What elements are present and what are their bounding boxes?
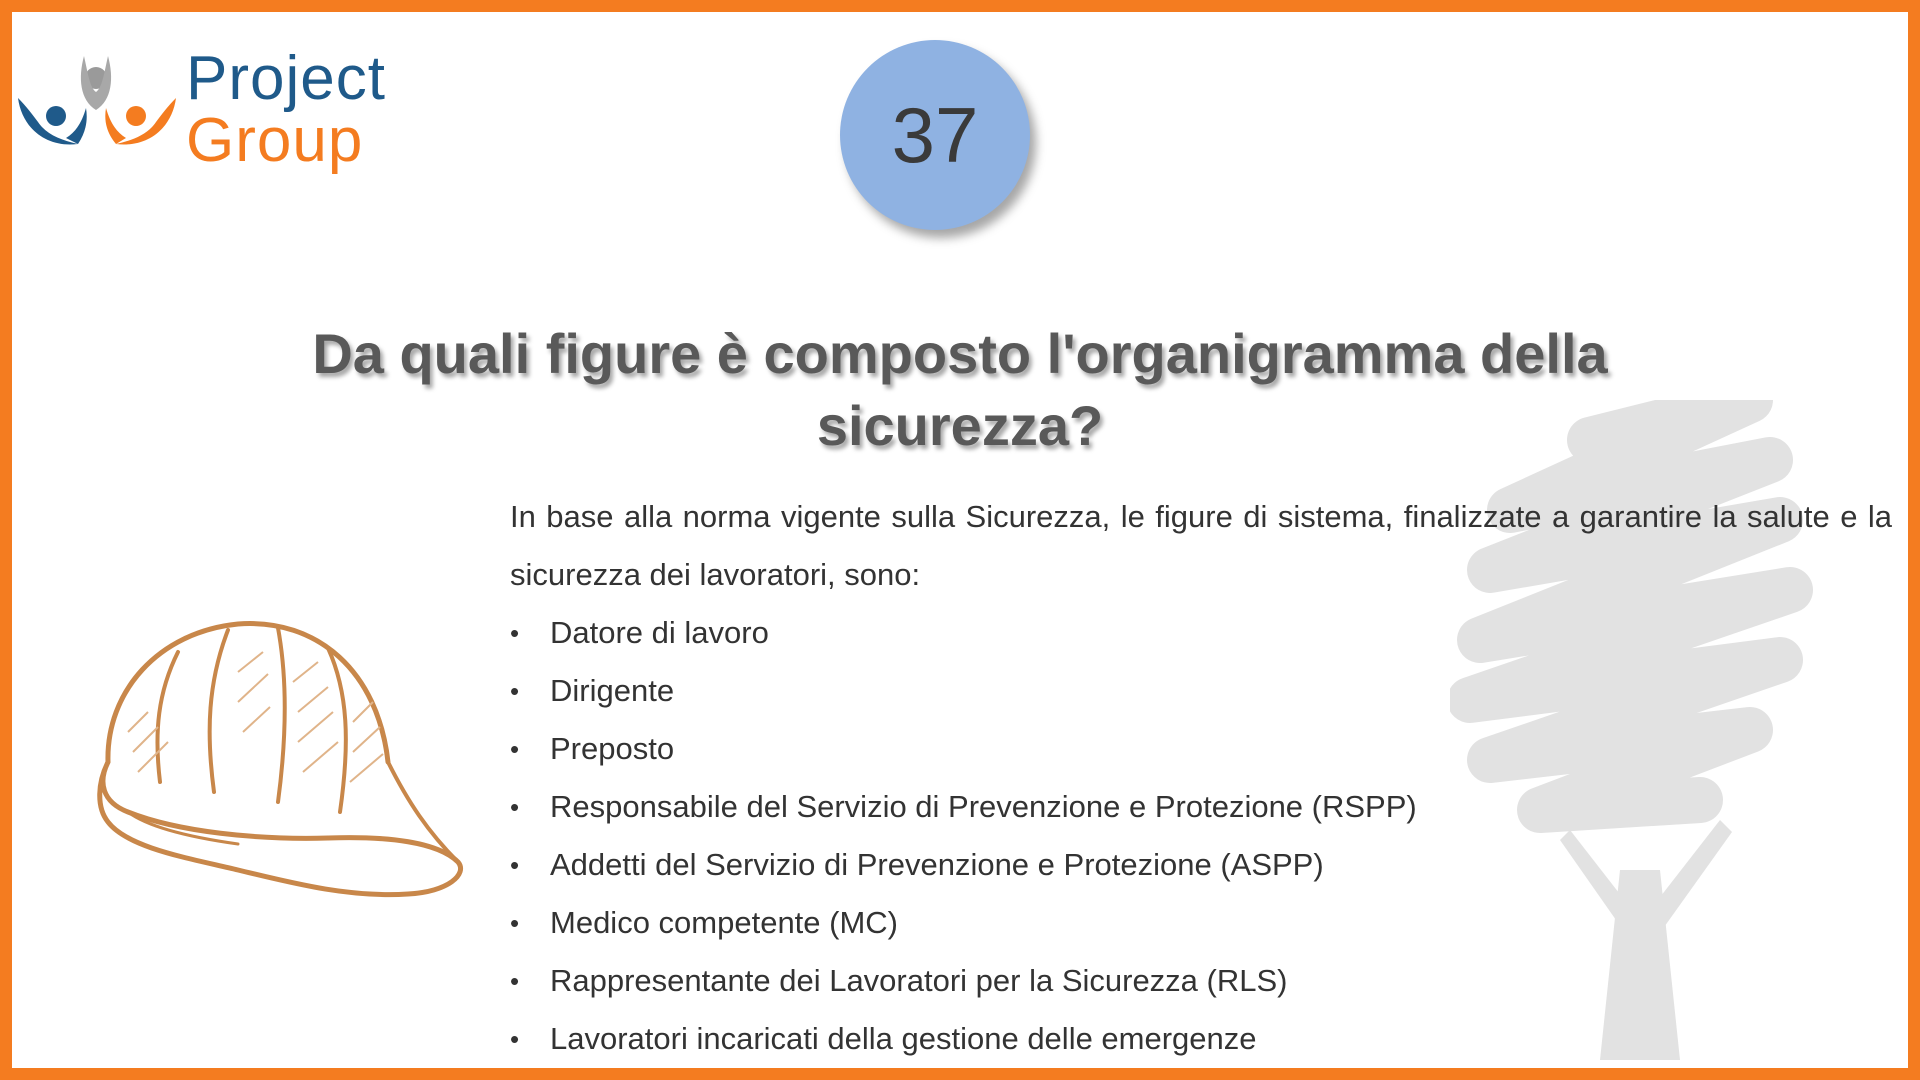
list-item: • Addetti del Servizio di Prevenzione e Protezione (ASPP) — [510, 836, 1892, 894]
logo-text-project: Project — [186, 44, 386, 113]
company-logo — [16, 44, 416, 178]
logo-text-group: Group — [186, 106, 364, 175]
hard-hat-icon — [88, 612, 468, 902]
list-item: • Datore di lavoro — [510, 604, 1892, 662]
slide-number: 37 — [891, 90, 979, 179]
intro-paragraph: In base alla norma vigente sulla Sicurezza, le figure di sistema, finalizzate a garantire la salute e la sicurezza dei lavoratori, sono: — [510, 499, 1892, 592]
list-item: • Dirigente — [510, 662, 1892, 720]
list-item: • Lavoratori incaricati della gestione delle emergenze — [510, 1010, 1892, 1068]
list-item: • Medico competente (MC) — [510, 894, 1892, 952]
list-item: • Responsabile del Servizio di Prevenzione e Protezione (RSPP) — [510, 778, 1892, 836]
list-item: • Rappresentante dei Lavoratori per la Sicurezza (RLS) — [510, 952, 1892, 1010]
slide-title: Da quali figure è composto l'organigramma della sicurezza? — [312, 322, 1608, 457]
slide-number-badge — [840, 40, 1030, 230]
people-logo-icon — [16, 48, 186, 168]
list-item: • Preposto — [510, 720, 1892, 778]
roles-list — [510, 604, 1892, 1068]
body-content — [510, 488, 1892, 1068]
